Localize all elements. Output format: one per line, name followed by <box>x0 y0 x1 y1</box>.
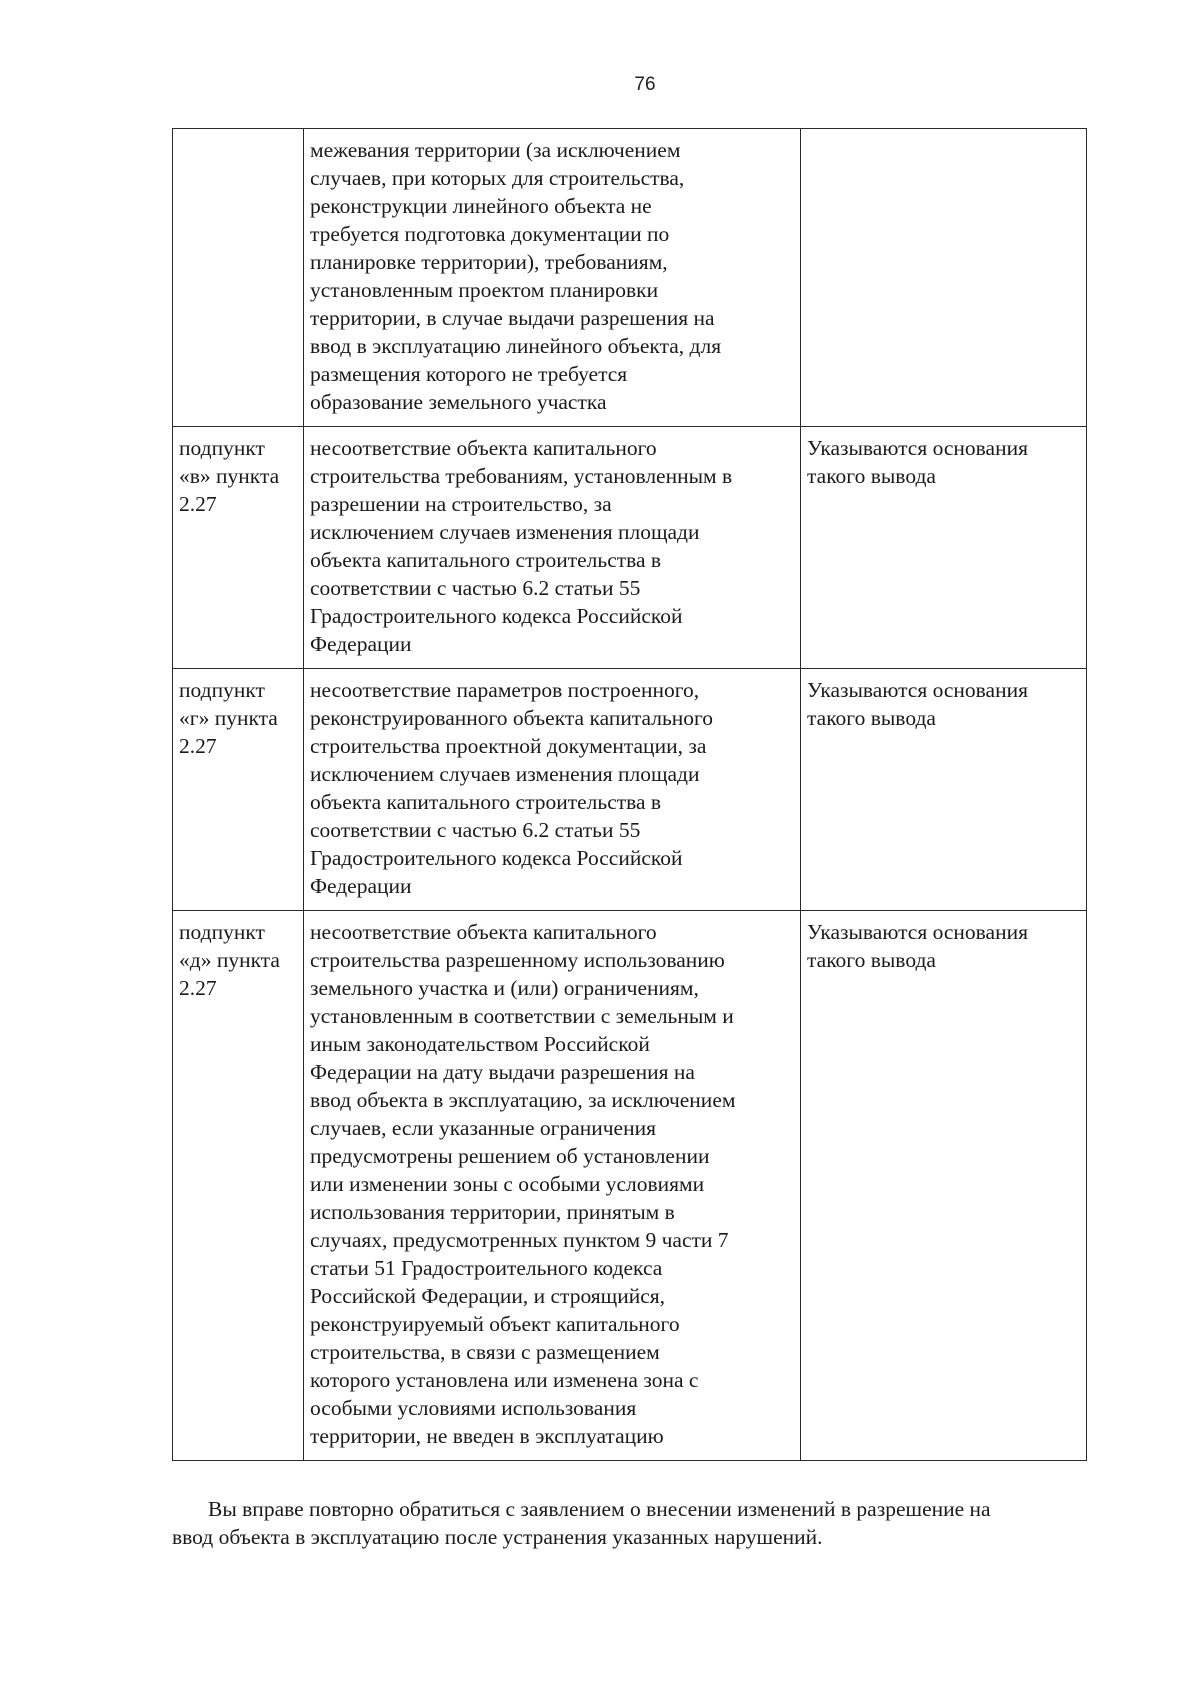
violation-text-line: установленным проектом планировки <box>310 278 659 302</box>
note-line: такого вывода <box>807 706 936 730</box>
violation-text-line: ввод объекта в эксплуатацию, за исключением <box>310 1088 736 1112</box>
reference-cell <box>173 427 304 669</box>
note-cell <box>801 129 1087 427</box>
violation-text-line: Федерации <box>310 874 412 898</box>
note-line: Указываются основания <box>807 920 1028 944</box>
violation-text-cell <box>304 669 801 911</box>
footer-line-1: Вы вправе повторно обратиться с заявлением о внесении изменений в разрешение на <box>208 1497 991 1521</box>
violation-text-line: реконструкции линейного объекта не <box>310 194 652 218</box>
violation-text-line: установленным в соответствии с земельным и <box>310 1004 734 1028</box>
violation-text-line: Федерации на дату выдачи разрешения на <box>310 1060 695 1084</box>
violation-text-line: образование земельного участка <box>310 390 607 414</box>
reference-line: подпункт <box>179 436 265 460</box>
violation-text-line: Градостроительного кодекса Российской <box>310 846 683 870</box>
reference-cell <box>173 129 304 427</box>
violation-text-line: исключением случаев изменения площади <box>310 762 700 786</box>
violation-text-line: разрешении на строительство, за <box>310 492 612 516</box>
reference-line: «г» пункта <box>179 706 278 730</box>
violation-text-line: строительства, в связи с размещением <box>310 1340 660 1364</box>
violation-text-line: исключением случаев изменения площади <box>310 520 700 544</box>
violation-text-line: Российской Федерации, и строящийся, <box>310 1284 666 1308</box>
page-number: 76 <box>634 74 656 95</box>
note-line: Указываются основания <box>807 436 1028 460</box>
violation-text-line: случаев, если указанные ограничения <box>310 1116 657 1140</box>
table-row <box>173 129 1087 427</box>
violation-text-line: Федерации <box>310 632 412 656</box>
reference-line: подпункт <box>179 678 265 702</box>
violation-text-cell <box>304 427 801 669</box>
violation-text-line: объекта капитального строительства в <box>310 548 662 572</box>
reference-line: 2.27 <box>179 492 217 516</box>
note-line: такого вывода <box>807 464 936 488</box>
violation-text-line: межевания территории (за исключением <box>310 138 681 162</box>
violation-text-line: несоответствие параметров построенного, <box>310 678 700 702</box>
violation-text-line: реконструируемый объект капитального <box>310 1312 680 1336</box>
violation-text-line: реконструированного объекта капитального <box>310 706 714 730</box>
violation-text-line: несоответствие объекта капитального <box>310 920 657 944</box>
violation-text-line: случаев, при которых для строительства, <box>310 166 685 190</box>
note-cell <box>801 427 1087 669</box>
violation-text-line: предусмотрены решением об установлении <box>310 1144 710 1168</box>
violation-text-line: территории, в случае выдачи разрешения на <box>310 306 715 330</box>
note-line: Указываются основания <box>807 678 1028 702</box>
footer-paragraph <box>172 1495 1092 1551</box>
table-row <box>173 669 1087 911</box>
table-row <box>173 427 1087 669</box>
table-row <box>173 911 1087 1461</box>
violation-text-line: или изменении зоны с особыми условиями <box>310 1172 705 1196</box>
violation-text-line: земельного участка и (или) ограничениям, <box>310 976 699 1000</box>
reference-line: подпункт <box>179 920 265 944</box>
violation-text-line: использования территории, принятым в <box>310 1200 675 1224</box>
grounds-table-body <box>173 129 1087 1461</box>
reference-line: «в» пункта <box>179 464 280 488</box>
violation-text-line: строительства требованиям, установленным в <box>310 464 733 488</box>
violation-text-line: объекта капитального строительства в <box>310 790 662 814</box>
violation-text-line: строительства разрешенному использованию <box>310 948 725 972</box>
violation-text-cell <box>304 911 801 1461</box>
violation-text-line: соответствии с частью 6.2 статьи 55 <box>310 576 641 600</box>
violation-text-line: размещения которого не требуется <box>310 362 628 386</box>
violation-text-line: требуется подготовка документации по <box>310 222 670 246</box>
violation-text-line: Градостроительного кодекса Российской <box>310 604 683 628</box>
violation-text-line: несоответствие объекта капитального <box>310 436 657 460</box>
violation-text-line: территории, не введен в эксплуатацию <box>310 1424 664 1448</box>
reference-line: «д» пункта <box>179 948 280 972</box>
reference-cell <box>173 669 304 911</box>
reference-line: 2.27 <box>179 976 217 1000</box>
violation-text-line: иным законодательством Российской <box>310 1032 650 1056</box>
violation-text-line: ввод в эксплуатацию линейного объекта, для <box>310 334 722 358</box>
violation-text-line: случаях, предусмотренных пунктом 9 части 7 <box>310 1228 729 1252</box>
violation-text-line: которого установлена или изменена зона с <box>310 1368 699 1392</box>
reference-line: 2.27 <box>179 734 217 758</box>
violation-text-line: статьи 51 Градостроительного кодекса <box>310 1256 663 1280</box>
violation-text-line: соответствии с частью 6.2 статьи 55 <box>310 818 641 842</box>
violation-text-line: особыми условиями использования <box>310 1396 637 1420</box>
note-line: такого вывода <box>807 948 936 972</box>
note-cell <box>801 911 1087 1461</box>
grounds-table <box>172 128 1087 1461</box>
note-cell <box>801 669 1087 911</box>
reference-cell <box>173 911 304 1461</box>
footer-line-2: ввод объекта в эксплуатацию после устранения указанных нарушений. <box>172 1525 823 1549</box>
violation-text-line: строительства проектной документации, за <box>310 734 707 758</box>
violation-text-line: планировке территории), требованиям, <box>310 250 668 274</box>
violation-text-cell <box>304 129 801 427</box>
